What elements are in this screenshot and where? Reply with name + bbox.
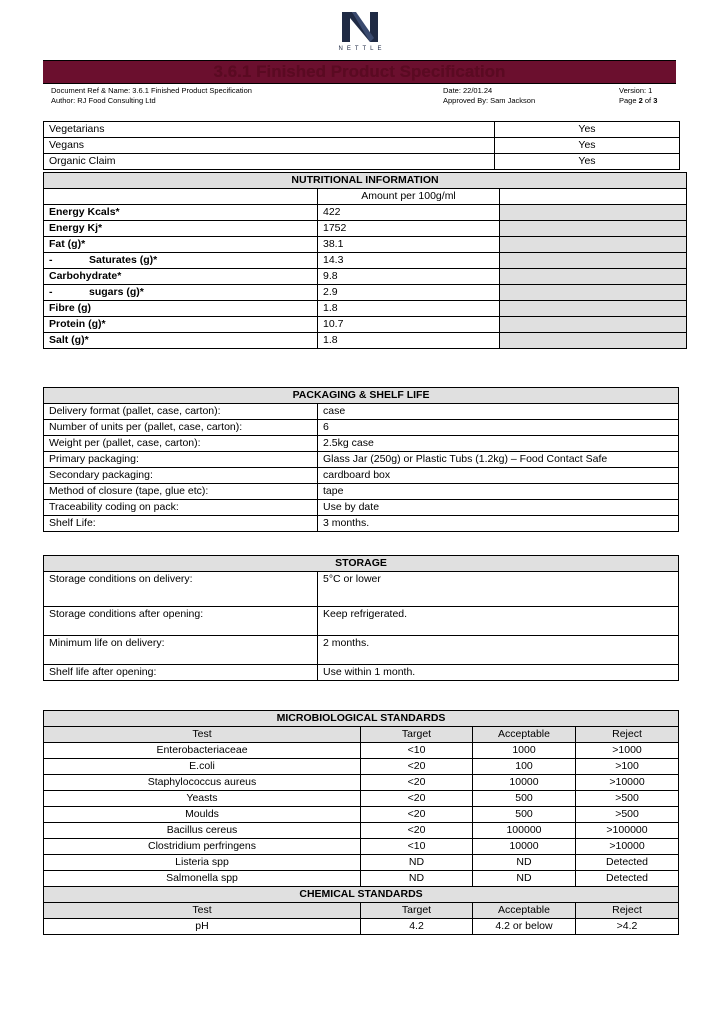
micro-target: <20 (361, 775, 473, 791)
page-total: 3 (653, 96, 658, 105)
blank-cell (500, 189, 687, 205)
storage-value: Use within 1 month. (318, 665, 679, 681)
micro-header-acceptable: Acceptable (473, 727, 576, 743)
micro-target: ND (361, 855, 473, 871)
logo-brand-text: NETTLE (338, 46, 386, 52)
blank-cell (500, 317, 687, 333)
dietary-table (43, 121, 680, 170)
chemical-title: CHEMICAL STANDARDS (44, 887, 679, 903)
dietary-value: Yes (495, 122, 680, 138)
packaging-value: Use by date (318, 500, 679, 516)
packaging-value: 6 (318, 420, 679, 436)
nutrient-value: 2.9 (318, 285, 500, 301)
micro-test: Listeria spp (44, 855, 361, 871)
table-row (44, 636, 679, 665)
storage-label: Storage conditions on delivery: (44, 572, 318, 607)
table-row (44, 317, 687, 333)
micro-test: Bacillus cereus (44, 823, 361, 839)
micro-acceptable: 500 (473, 791, 576, 807)
nutrient-name: Protein (g)* (49, 318, 106, 330)
packaging-value: tape (318, 484, 679, 500)
table-row (44, 727, 679, 743)
nutrient-label (44, 253, 318, 269)
nutrient-label (44, 333, 318, 349)
micro-test: Moulds (44, 807, 361, 823)
nutrient-label (44, 317, 318, 333)
micro-header-reject: Reject (576, 727, 679, 743)
standards-table (43, 710, 679, 935)
table-row (44, 301, 687, 317)
nutrient-dash: - (49, 286, 53, 298)
micro-test: Yeasts (44, 791, 361, 807)
storage-value: 5°C or lower (318, 572, 679, 607)
chemical-header-target: Target (361, 903, 473, 919)
storage-value: 2 months. (318, 636, 679, 665)
packaging-label: Secondary packaging: (44, 468, 318, 484)
table-row (44, 221, 687, 237)
nutrient-name: Salt (g)* (49, 334, 89, 346)
dietary-label: Organic Claim (44, 154, 495, 170)
micro-test: Enterobacteriaceae (44, 743, 361, 759)
micro-reject: >500 (576, 807, 679, 823)
packaging-label: Primary packaging: (44, 452, 318, 468)
document-title: 3.6.1 Finished Product Specification (213, 62, 506, 81)
storage-title: STORAGE (44, 556, 679, 572)
table-row (44, 205, 687, 221)
doc-approved: Approved By: Sam Jackson (443, 96, 536, 105)
table-row (44, 436, 679, 452)
micro-title: MICROBIOLOGICAL STANDARDS (44, 711, 679, 727)
packaging-table (43, 387, 679, 532)
chemical-header-test: Test (44, 903, 361, 919)
micro-test: E.coli (44, 759, 361, 775)
table-row (44, 468, 679, 484)
table-row (44, 711, 679, 727)
nutrient-value: 10.7 (318, 317, 500, 333)
micro-target: <10 (361, 743, 473, 759)
table-row (44, 516, 679, 532)
table-row (44, 122, 680, 138)
packaging-label: Method of closure (tape, glue etc): (44, 484, 318, 500)
storage-label: Storage conditions after opening: (44, 607, 318, 636)
chemical-acceptable: 4.2 or below (473, 919, 576, 935)
micro-reject: >1000 (576, 743, 679, 759)
table-row (44, 404, 679, 420)
packaging-value: 3 months. (318, 516, 679, 532)
table-row (44, 572, 679, 607)
packaging-label: Shelf Life: (44, 516, 318, 532)
table-row (44, 823, 679, 839)
table-row (44, 189, 687, 205)
page-current: 2 (638, 96, 643, 105)
table-row (44, 839, 679, 855)
table-row (44, 484, 679, 500)
storage-label: Shelf life after opening: (44, 665, 318, 681)
nutrient-value: 1.8 (318, 333, 500, 349)
nutrient-value: 14.3 (318, 253, 500, 269)
micro-acceptable: ND (473, 855, 576, 871)
micro-target: <20 (361, 759, 473, 775)
table-row (44, 173, 687, 189)
nutrient-name: Energy Kj* (49, 222, 103, 234)
nutrient-label (44, 269, 318, 285)
packaging-value: Glass Jar (250g) or Plastic Tubs (1.2kg) – Food Contact Safe (318, 452, 679, 468)
nutrient-label (44, 205, 318, 221)
storage-table (43, 555, 679, 681)
dietary-label: Vegans (44, 138, 495, 154)
nettle-n-logo-icon (340, 10, 380, 44)
nutrient-value: 38.1 (318, 237, 500, 253)
micro-acceptable: 1000 (473, 743, 576, 759)
packaging-title: PACKAGING & SHELF LIFE (44, 388, 679, 404)
table-row (44, 855, 679, 871)
page-prefix: Page (619, 96, 639, 105)
packaging-label: Number of units per (pallet, case, carton): (44, 420, 318, 436)
dietary-label: Vegetarians (44, 122, 495, 138)
chemical-test: pH (44, 919, 361, 935)
nutrient-label (44, 285, 318, 301)
micro-reject: Detected (576, 871, 679, 887)
table-row (44, 903, 679, 919)
blank-cell (500, 237, 687, 253)
packaging-value: case (318, 404, 679, 420)
nutrient-label (44, 221, 318, 237)
micro-reject: >100000 (576, 823, 679, 839)
table-row (44, 556, 679, 572)
micro-acceptable: 500 (473, 807, 576, 823)
nutrient-name: Carbohydrate* (49, 270, 122, 282)
table-row (44, 871, 679, 887)
dietary-value: Yes (495, 154, 680, 170)
blank-cell (500, 269, 687, 285)
nutrient-label (44, 237, 318, 253)
micro-acceptable: 10000 (473, 839, 576, 855)
table-row (44, 253, 687, 269)
table-row (44, 420, 679, 436)
micro-reject: >10000 (576, 775, 679, 791)
dietary-value: Yes (495, 138, 680, 154)
page-of: of (642, 96, 654, 105)
micro-target: <20 (361, 791, 473, 807)
storage-label: Minimum life on delivery: (44, 636, 318, 665)
table-row (44, 154, 680, 170)
table-row (44, 759, 679, 775)
table-row (44, 919, 679, 935)
doc-date: Date: 22/01.24 (443, 86, 493, 95)
micro-acceptable: 10000 (473, 775, 576, 791)
table-row (44, 333, 687, 349)
micro-header-test: Test (44, 727, 361, 743)
chemical-header-acceptable: Acceptable (473, 903, 576, 919)
micro-test: Salmonella spp (44, 871, 361, 887)
micro-reject: >100 (576, 759, 679, 775)
nutrient-name: Saturates (g)* (89, 254, 158, 266)
blank-cell (500, 333, 687, 349)
nutrient-label (44, 301, 318, 317)
nutrient-name: Energy Kcals* (49, 206, 120, 218)
packaging-value: 2.5kg case (318, 436, 679, 452)
blank-cell (44, 189, 318, 205)
table-row (44, 665, 679, 681)
table-row (44, 269, 687, 285)
table-row (44, 500, 679, 516)
nettle-logo (332, 10, 388, 58)
micro-target: <10 (361, 839, 473, 855)
table-row (44, 791, 679, 807)
micro-acceptable: 100000 (473, 823, 576, 839)
table-row (44, 285, 687, 301)
micro-acceptable: ND (473, 871, 576, 887)
nutrient-name: Fat (g)* (49, 238, 86, 250)
chemical-target: 4.2 (361, 919, 473, 935)
table-row (44, 452, 679, 468)
doc-ref: Document Ref & Name: 3.6.1 Finished Product Specification (51, 86, 252, 95)
blank-cell (500, 301, 687, 317)
doc-author: Author: RJ Food Consulting Ltd (51, 96, 156, 105)
nutrient-value: 9.8 (318, 269, 500, 285)
nutrient-dash: - (49, 254, 53, 266)
doc-version: Version: 1 (619, 86, 653, 95)
table-row (44, 607, 679, 636)
table-row (44, 743, 679, 759)
amount-header: Amount per 100g/ml (318, 189, 500, 205)
page-number (619, 96, 657, 106)
micro-test: Clostridium perfringens (44, 839, 361, 855)
nutrient-value: 1752 (318, 221, 500, 237)
table-row (44, 237, 687, 253)
micro-reject: >500 (576, 791, 679, 807)
blank-cell (500, 205, 687, 221)
nutrient-name: Fibre (g) (49, 302, 91, 314)
table-row (44, 807, 679, 823)
blank-cell (500, 285, 687, 301)
table-row (44, 388, 679, 404)
blank-cell (500, 253, 687, 269)
nutrient-value: 422 (318, 205, 500, 221)
nutrition-title: NUTRITIONAL INFORMATION (44, 173, 687, 189)
micro-target: <20 (361, 807, 473, 823)
micro-target: ND (361, 871, 473, 887)
packaging-value: cardboard box (318, 468, 679, 484)
micro-reject: Detected (576, 855, 679, 871)
storage-value: Keep refrigerated. (318, 607, 679, 636)
packaging-label: Traceability coding on pack: (44, 500, 318, 516)
packaging-label: Delivery format (pallet, case, carton): (44, 404, 318, 420)
table-row (44, 138, 680, 154)
chemical-header-reject: Reject (576, 903, 679, 919)
nutrient-name: sugars (g)* (89, 286, 144, 298)
nutrition-table (43, 172, 687, 349)
micro-test: Staphylococcus aureus (44, 775, 361, 791)
micro-reject: >10000 (576, 839, 679, 855)
micro-acceptable: 100 (473, 759, 576, 775)
nutrient-value: 1.8 (318, 301, 500, 317)
micro-target: <20 (361, 823, 473, 839)
packaging-label: Weight per (pallet, case, carton): (44, 436, 318, 452)
micro-header-target: Target (361, 727, 473, 743)
table-row (44, 887, 679, 903)
title-band (43, 60, 676, 84)
blank-cell (500, 221, 687, 237)
chemical-reject: >4.2 (576, 919, 679, 935)
table-row (44, 775, 679, 791)
